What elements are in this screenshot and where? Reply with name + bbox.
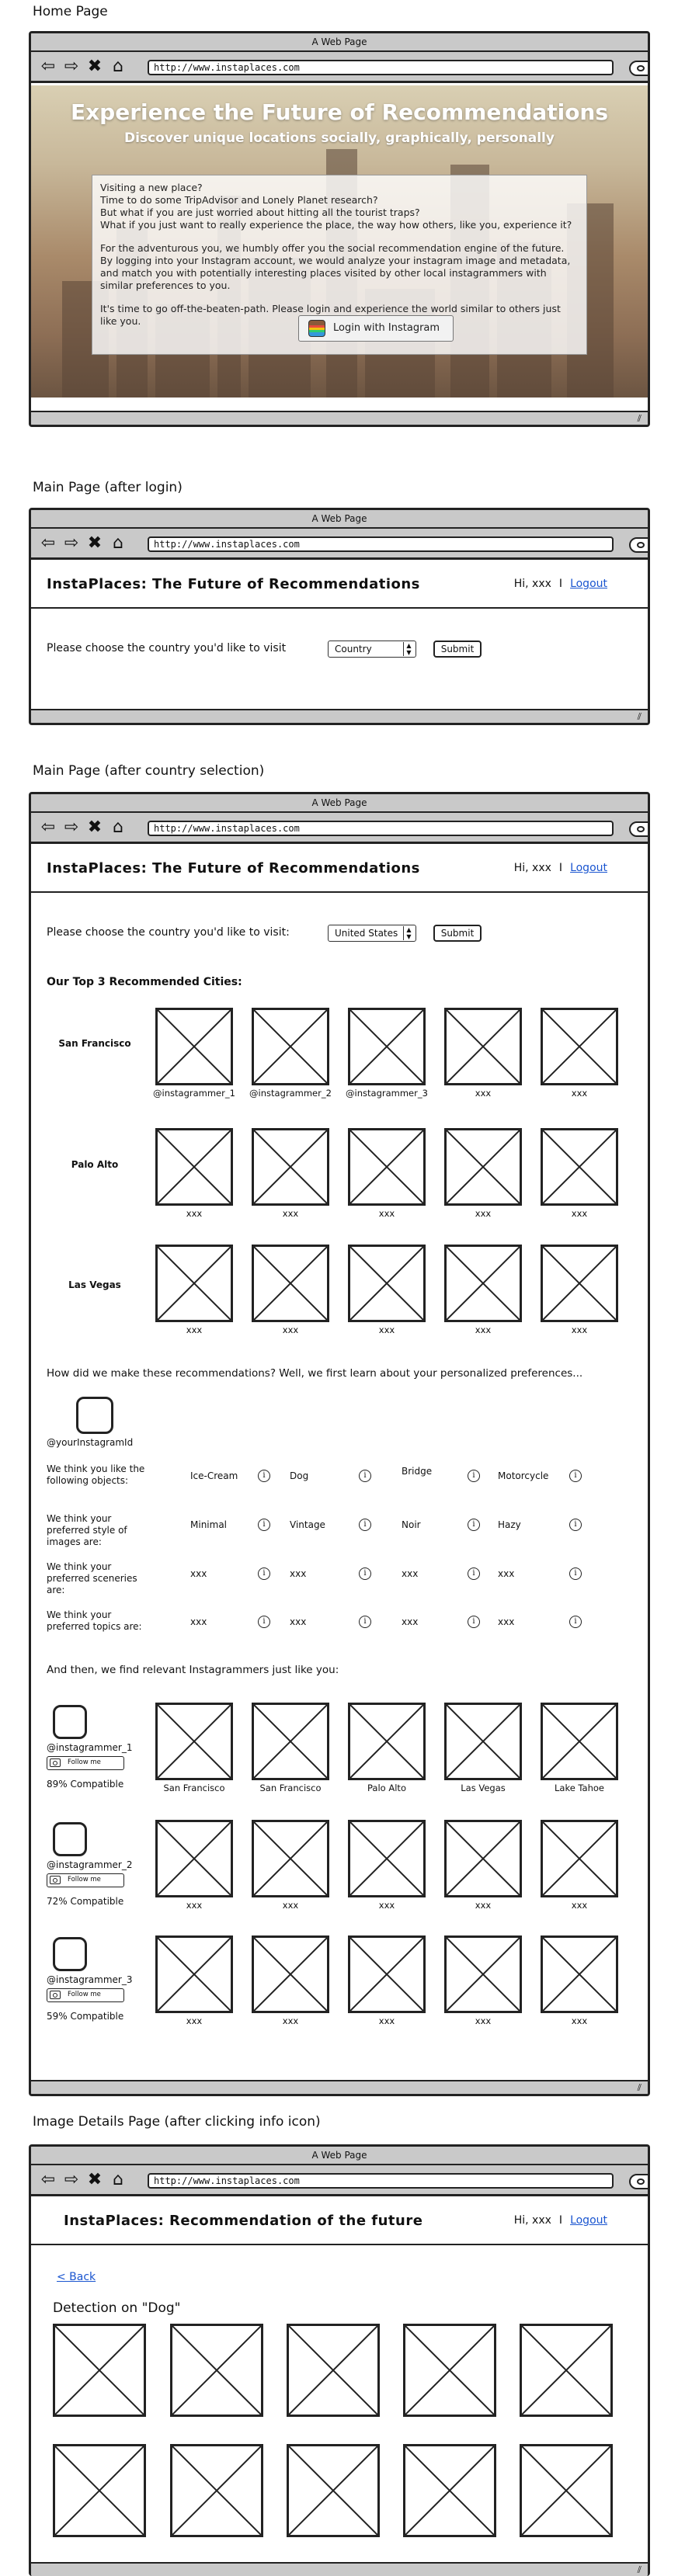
window-title: A Web Page [31,510,648,529]
info-icon[interactable]: i [569,1470,582,1482]
window-title: A Web Page [31,794,648,813]
info-icon[interactable]: i [258,1470,270,1482]
preference-value: xxx [290,1568,307,1579]
info-icon[interactable]: i [258,1567,270,1580]
browser-navbar [31,52,648,83]
hero-subtitle: Discover unique locations socially, graphically, personally [124,130,555,146]
detection-image-placeholder[interactable] [287,2324,380,2417]
camera-icon [50,1991,61,1999]
info-icon[interactable]: i [569,1616,582,1628]
instagrammer-image-placeholder[interactable] [348,1703,426,1780]
instagrammer-avatar [53,1822,87,1856]
city-image-caption: xxx [282,1208,299,1219]
instagrammer-image-caption: Lake Tahoe [554,1783,604,1793]
browser-window-home [29,31,650,427]
city-image-placeholder[interactable] [155,1245,233,1322]
preference-value: xxx [190,1568,207,1579]
preference-value: Bridge [402,1466,433,1477]
pref-label-objects: We think you like the following objects: [47,1463,145,1486]
info-icon[interactable]: i [468,1470,480,1482]
search-button[interactable] [629,537,650,553]
city-image-placeholder[interactable] [444,1008,522,1085]
country-select-value: Country [335,644,372,654]
detection-image-placeholder[interactable] [287,2444,380,2537]
city-image-placeholder[interactable] [155,1008,233,1085]
instagrammer-avatar [53,1937,87,1971]
url-input[interactable]: http://www.instaplaces.com [148,536,614,552]
city-image-placeholder[interactable] [252,1128,329,1206]
close-x-icon[interactable]: ✖ [87,533,103,553]
info-icon[interactable]: i [359,1567,371,1580]
city-image-caption: xxx [571,1088,588,1099]
city-image-placeholder[interactable] [444,1128,522,1206]
city-image-placeholder[interactable] [348,1128,426,1206]
instagrammer-image-caption: Las Vegas [461,1783,506,1793]
select-arrows-icon: ▲ ▼ [403,926,414,940]
search-icon [637,826,645,832]
follow-me-button[interactable] [47,1756,124,1770]
follow-label: Follow me [68,1758,101,1766]
detection-image-placeholder[interactable] [170,2444,263,2537]
divider: I [558,578,563,590]
close-x-icon[interactable]: ✖ [87,2170,103,2189]
intro-box [92,175,587,355]
compatibility-score: 59% Compatible [47,2011,124,2022]
instagrammer-image-placeholder[interactable] [348,1820,426,1897]
back-link[interactable]: < Back [57,2271,96,2283]
instagrammer-name: @instagrammer_1 [47,1742,133,1753]
city-image-placeholder[interactable] [252,1245,329,1322]
info-icon[interactable]: i [359,1519,371,1531]
instagrammer-image-caption: xxx [282,2015,299,2026]
city-image-placeholder[interactable] [348,1008,426,1085]
resize-grip-icon[interactable]: ⫽ [637,413,642,424]
status-bar [31,2080,648,2094]
instagrammer-image-placeholder[interactable] [252,1935,329,2013]
city-image-caption: xxx [378,1324,395,1335]
hero-title: Experience the Future of Recommendations [70,99,609,125]
info-icon[interactable]: i [468,1567,480,1580]
intro-line: What if you just want to really experience the place, the way how others, like you, experience it? [100,219,572,231]
window-title: A Web Page [31,33,648,52]
instagrammer-image-caption: xxx [186,1900,203,1911]
home-icon[interactable]: ⌂ [113,533,123,553]
city-image-caption: @instagrammer_3 [346,1088,428,1099]
city-label: Palo Alto [71,1159,119,1170]
compatibility-score: 72% Compatible [47,1896,124,1907]
forward-arrow-icon[interactable]: ⇨ [64,2170,79,2189]
instagrammer-image-caption: xxx [475,1900,492,1911]
follow-label: Follow me [68,1991,101,1998]
city-image-placeholder[interactable] [541,1245,618,1322]
back-arrow-icon[interactable]: ⇦ [40,533,56,553]
instagrammer-image-placeholder[interactable] [444,1935,522,2013]
instagrammer-image-caption: xxx [378,1900,395,1911]
country-select-value: United States [335,928,398,939]
home-icon[interactable]: ⌂ [113,2170,123,2189]
app-title: InstaPlaces: The Future of Recommendations [47,860,420,877]
info-icon[interactable]: i [468,1519,480,1531]
preference-value: xxx [402,1568,419,1579]
instagrammer-image-placeholder[interactable] [155,1703,233,1780]
detection-image-placeholder[interactable] [170,2324,263,2417]
search-icon [637,2178,645,2185]
forward-arrow-icon[interactable]: ⇨ [64,533,79,553]
city-image-caption: xxx [475,1088,492,1099]
instagrammer-image-caption: xxx [571,1900,588,1911]
detection-image-placeholder[interactable] [403,2324,496,2417]
search-icon [637,542,645,548]
submit-button[interactable]: Submit [433,925,482,942]
forward-arrow-icon[interactable]: ⇨ [64,57,79,76]
section-label-main-country: Main Page (after country selection) [33,763,265,779]
camera-icon [50,1876,61,1884]
preference-value: Noir [402,1519,421,1530]
search-button[interactable] [629,2174,650,2189]
pref-label-style: We think your preferred style of images are: [47,1513,127,1547]
intro-line: But what if you are just worried about hitting all the tourist traps? [100,207,420,218]
then-text: And then, we find relevant Instagrammers just like you: [47,1664,339,1676]
home-icon[interactable]: ⌂ [113,818,123,837]
intro-paragraph: It's time to go off-the-beaten-path. Please login and experience the world similar to others just like you. [100,303,561,327]
browser-navbar [31,529,648,560]
detection-image-placeholder[interactable] [53,2324,146,2417]
city-image-caption: xxx [571,1324,588,1335]
logout-link[interactable]: Logout [570,578,607,590]
browser-window-main-login [29,508,650,725]
instagrammer-image-placeholder[interactable] [252,1820,329,1897]
instagrammer-image-caption: Palo Alto [367,1783,406,1793]
preference-value: Ice-Cream [190,1470,238,1481]
app-title: InstaPlaces: The Future of Recommendations [47,576,420,592]
instagrammer-image-placeholder[interactable] [444,1703,522,1780]
url-input[interactable]: http://www.instaplaces.com [148,60,614,75]
pref-label-topics: We think your preferred topics are: [47,1609,142,1632]
login-with-instagram-button[interactable] [298,315,454,342]
intro-line: Time to do some TripAdvisor and Lonely Planet research? [100,194,378,206]
intro-paragraph: For the adventurous you, we humbly offer you the social recommendation engine of the future. By logging into your Instagram account, we would analyze your instagram image and metadata, and match you with potentially interesting places visited by other local instagrammers with similar preferences to you. [100,242,571,291]
instagrammer-avatar [53,1705,87,1739]
back-arrow-icon[interactable]: ⇦ [40,818,56,837]
instagrammer-image-placeholder[interactable] [348,1935,426,2013]
preference-value: Vintage [290,1519,325,1530]
preference-value: xxx [190,1616,207,1627]
logout-link[interactable]: Logout [570,2214,607,2227]
detection-image-placeholder[interactable] [520,2324,613,2417]
preference-value: Dog [290,1470,309,1481]
back-arrow-icon[interactable]: ⇦ [40,57,56,76]
browser-navbar [31,2165,648,2196]
user-area [514,578,607,590]
browser-navbar [31,813,648,844]
app-header [31,562,648,609]
city-image-caption: xxx [475,1324,492,1335]
info-icon[interactable]: i [258,1616,270,1628]
info-icon[interactable]: i [258,1519,270,1531]
search-icon [637,65,645,71]
city-image-placeholder[interactable] [348,1245,426,1322]
instagrammer-image-placeholder[interactable] [541,1935,618,2013]
browser-window-main-country [29,792,650,2096]
status-bar [31,709,648,723]
city-label: San Francisco [58,1038,131,1049]
select-arrows-icon: ▲ ▼ [403,642,414,656]
section-label-details: Image Details Page (after clicking info icon) [33,2114,321,2130]
city-image-caption: @instagrammer_1 [153,1088,235,1099]
app-title: InstaPlaces: Recommendation of the future [64,2213,423,2229]
city-image-placeholder[interactable] [252,1008,329,1085]
info-icon[interactable]: i [569,1567,582,1580]
preference-value: xxx [498,1568,515,1579]
instagrammer-image-placeholder[interactable] [155,1820,233,1897]
info-icon[interactable]: i [569,1519,582,1531]
instagram-icon [308,320,325,337]
info-icon[interactable]: i [359,1616,371,1628]
resize-grip-icon[interactable]: ⫽ [637,2564,642,2575]
city-image-placeholder[interactable] [155,1128,233,1206]
instagrammer-image-placeholder[interactable] [541,1703,618,1780]
close-x-icon[interactable]: ✖ [87,57,103,76]
instagrammer-image-caption: xxx [475,2015,492,2026]
greeting: Hi, xxx [513,862,551,874]
country-select[interactable] [328,925,416,942]
search-button[interactable] [629,61,650,76]
city-image-caption: xxx [475,1208,492,1219]
detection-image-placeholder[interactable] [53,2444,146,2537]
section-label-home: Home Page [33,4,108,19]
hero-banner [31,85,648,398]
back-arrow-icon[interactable]: ⇦ [40,2170,56,2189]
city-label: Las Vegas [68,1279,121,1290]
city-image-caption: xxx [282,1324,299,1335]
instagrammer-name: @instagrammer_2 [47,1859,133,1870]
instagrammer-image-caption: xxx [378,2015,395,2026]
section-label-main-login: Main Page (after login) [33,480,183,495]
forward-arrow-icon[interactable]: ⇨ [64,818,79,837]
browser-window-details [29,2144,650,2576]
resize-grip-icon[interactable]: ⫽ [637,711,642,722]
instagrammer-name: @instagrammer_3 [47,1974,133,1985]
info-icon[interactable]: i [468,1616,480,1628]
logout-link[interactable]: Logout [570,862,607,874]
url-input[interactable]: http://www.instaplaces.com [148,821,614,836]
camera-icon [50,1758,61,1767]
status-bar [31,2562,648,2576]
close-x-icon[interactable]: ✖ [87,818,103,837]
app-header [31,2199,648,2245]
instagrammer-image-placeholder[interactable] [252,1703,329,1780]
url-input[interactable]: http://www.instaplaces.com [148,2173,614,2189]
preference-value: Minimal [190,1519,228,1530]
app-header [31,846,648,893]
compatibility-score: 89% Compatible [47,1779,124,1790]
pref-label-sceneries: We think your preferred sceneries are: [47,1561,137,1595]
home-icon[interactable]: ⌂ [113,57,123,76]
detection-image-placeholder[interactable] [403,2444,496,2537]
instagrammer-image-placeholder[interactable] [155,1935,233,2013]
greeting: Hi, xxx [513,578,551,590]
city-image-caption: xxx [186,1324,203,1335]
city-image-caption: xxx [186,1208,203,1219]
status-bar [31,411,648,425]
city-image-caption: xxx [378,1208,395,1219]
preference-value: Hazy [498,1519,521,1530]
instagrammer-image-caption: xxx [571,2015,588,2026]
preference-value: xxx [498,1616,515,1627]
follow-label: Follow me [68,1876,101,1883]
preference-value: Motorcycle [498,1470,549,1481]
greeting: Hi, xxx [513,2214,551,2227]
instagrammer-image-caption: xxx [186,2015,203,2026]
city-image-caption: @instagrammer_2 [249,1088,332,1099]
search-button[interactable] [629,821,650,837]
info-icon[interactable]: i [359,1470,371,1482]
follow-me-button[interactable] [47,1873,124,1887]
preference-value: xxx [290,1616,307,1627]
top-cities-heading: Our Top 3 Recommended Cities: [47,976,242,988]
detection-heading: Detection on "Dog" [53,2300,181,2316]
resize-grip-icon[interactable]: ⫽ [637,2082,642,2093]
country-select[interactable] [328,641,416,658]
instagrammer-image-caption: xxx [282,1900,299,1911]
country-prompt: Please choose the country you'd like to visit: [47,926,290,939]
login-label: Login with Instagram [333,322,440,334]
city-image-placeholder[interactable] [541,1008,618,1085]
instagrammer-image-placeholder[interactable] [444,1820,522,1897]
preference-value: xxx [402,1616,419,1627]
how-text: How did we make these recommendations? Well, we first learn about your personalized preferences... [47,1367,583,1380]
detection-image-placeholder[interactable] [520,2444,613,2537]
follow-me-button[interactable] [47,1988,124,2002]
submit-button[interactable]: Submit [433,641,482,658]
instagrammer-image-caption: San Francisco [259,1783,322,1793]
window-title: A Web Page [31,2147,648,2165]
country-prompt: Please choose the country you'd like to visit [47,642,287,654]
instagrammer-image-caption: San Francisco [163,1783,225,1793]
city-image-caption: xxx [571,1208,588,1219]
instagrammer-image-placeholder[interactable] [541,1820,618,1897]
your-instagram-id: @yourInstagramId [47,1437,134,1448]
divider: I [558,862,563,874]
intro-line: Visiting a new place? [100,182,203,193]
user-area [514,862,607,874]
divider: I [558,2214,563,2227]
user-area [514,2214,607,2227]
city-image-placeholder[interactable] [541,1128,618,1206]
city-image-placeholder[interactable] [444,1245,522,1322]
your-avatar [76,1397,113,1434]
